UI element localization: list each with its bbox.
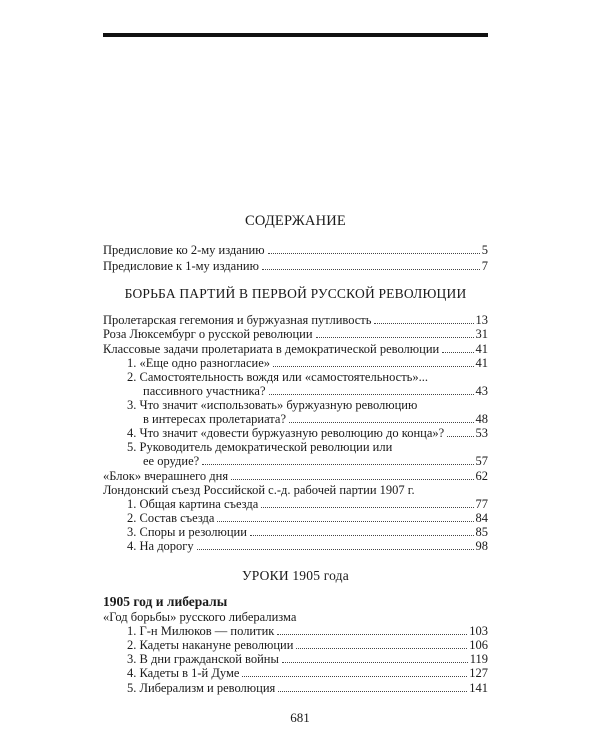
leader-dots	[261, 507, 473, 508]
toc-entry-page: 43	[475, 384, 488, 398]
toc-entry-page: 57	[475, 454, 488, 468]
toc-entry-page: 77	[475, 497, 488, 511]
leader-dots	[250, 535, 474, 536]
toc-entry[interactable]	[103, 356, 488, 370]
section-title: УРОКИ 1905 года	[242, 568, 349, 583]
toc-entry-text: Классовые задачи пролетариата в демократической революции	[103, 342, 440, 356]
toc-entry[interactable]	[103, 426, 488, 440]
toc-entry-text: 1. Г-н Милюков — политик	[127, 624, 275, 638]
toc-entry[interactable]	[103, 638, 488, 652]
leader-dots	[316, 337, 474, 338]
toc-entry-text: Лондонский съезд Российской с.-д. рабочей партии 1907 г.	[103, 483, 415, 497]
leader-dots	[278, 691, 467, 692]
leader-dots	[273, 366, 474, 367]
page-title: СОДЕРЖАНИЕ	[245, 213, 346, 229]
toc-entry-text: 4. Что значит «довести буржуазную революцию до конца»?	[127, 426, 445, 440]
toc-entry-text: 3. Споры и резолюции	[127, 525, 247, 539]
leader-dots	[374, 323, 473, 324]
subsection-heading: 1905 год и либералы	[103, 594, 228, 609]
toc-entry-page: 103	[469, 624, 488, 638]
toc-entry-text: 3. Что значит «использовать» буржуазную революцию	[127, 398, 418, 412]
toc-entry-text: Предисловие ко 2-му изданию	[103, 243, 265, 257]
toc-entry-page: 141	[469, 681, 488, 695]
leader-dots	[277, 634, 467, 635]
leader-dots	[289, 422, 474, 423]
leader-dots	[447, 436, 473, 437]
leader-dots	[268, 253, 480, 254]
leader-dots	[197, 549, 474, 550]
toc-entry-text: пассивного участника?	[143, 384, 266, 398]
toc-entry-text: 2. Состав съезда	[127, 511, 215, 525]
toc-entry-continued[interactable]	[103, 384, 488, 398]
toc-entry-text: «Год борьбы» русского либерализма	[103, 610, 297, 624]
toc-entry-page: 85	[475, 525, 488, 539]
toc-entry-text: в интересах пролетариата?	[143, 412, 286, 426]
toc-entry-page: 41	[475, 356, 488, 370]
toc-entry-page: 5	[481, 243, 488, 257]
section-title: БОРЬБА ПАРТИЙ В ПЕРВОЙ РУССКОЙ РЕВОЛЮЦИИ	[124, 286, 467, 301]
toc-entry[interactable]	[103, 370, 488, 384]
toc-entry[interactable]	[103, 483, 488, 497]
toc-entry[interactable]	[103, 259, 488, 273]
toc-entry[interactable]	[103, 327, 488, 341]
toc-entry-text: Роза Люксембург о русской революции	[103, 327, 313, 341]
toc-entry-text: 1. «Еще одно разногласие»	[127, 356, 270, 370]
toc-entry-page: 119	[469, 652, 488, 666]
toc-entry-page: 7	[481, 259, 488, 273]
toc-entry[interactable]	[103, 652, 488, 666]
toc-entry[interactable]	[103, 610, 488, 624]
toc-entry-page: 53	[475, 426, 488, 440]
toc-entry-text: ее орудие?	[143, 454, 200, 468]
toc-entry-page: 48	[475, 412, 488, 426]
toc-entry-page: 127	[469, 666, 488, 680]
toc-entry-page: 13	[475, 313, 488, 327]
toc-entry[interactable]	[103, 497, 488, 511]
leader-dots	[202, 464, 473, 465]
toc-entry[interactable]	[103, 681, 488, 695]
toc-entry-text: 5. Руководитель демократической революции или	[127, 440, 393, 454]
toc-entry[interactable]	[103, 525, 488, 539]
leader-dots	[262, 269, 480, 270]
toc-entry-page: 84	[475, 511, 488, 525]
toc-entry[interactable]	[103, 398, 488, 412]
leader-dots	[442, 352, 473, 353]
toc-entry[interactable]	[103, 440, 488, 454]
leader-dots	[269, 394, 474, 395]
toc-entry-page: 41	[475, 342, 488, 356]
leader-dots	[242, 676, 467, 677]
toc-entry-page: 62	[475, 469, 488, 483]
toc-entry-text: 4. Кадеты в 1-й Думе	[127, 666, 240, 680]
toc-entry-text: 2. Кадеты накануне революции	[127, 638, 294, 652]
toc-entry-text: 5. Либерализм и революция	[127, 681, 276, 695]
toc-entry-text: «Блок» вчерашнего дня	[103, 469, 229, 483]
toc-entry[interactable]	[103, 313, 488, 327]
toc-entry-text: Предисловие к 1-му изданию	[103, 259, 259, 273]
toc-entry[interactable]	[103, 666, 488, 680]
toc-entry-continued[interactable]	[103, 454, 488, 468]
leader-dots	[296, 648, 467, 649]
page-number: 681	[290, 710, 310, 725]
toc-entry-page: 31	[475, 327, 488, 341]
leader-dots	[231, 479, 473, 480]
toc-entry-text: 2. Самостоятельность вождя или «самостоятельность»...	[127, 370, 428, 384]
toc-entry-page: 98	[475, 539, 488, 553]
toc-entry-continued[interactable]	[103, 412, 488, 426]
toc-entry-text: 3. В дни гражданской войны	[127, 652, 279, 666]
leader-dots	[282, 662, 468, 663]
leader-dots	[217, 521, 473, 522]
toc-entry[interactable]	[103, 624, 488, 638]
toc-entry-text: 4. На дорогу	[127, 539, 194, 553]
toc-entry-text: Пролетарская гегемония и буржуазная путливость	[103, 313, 372, 327]
toc-entry[interactable]	[103, 511, 488, 525]
toc-entry[interactable]	[103, 342, 488, 356]
toc-entry[interactable]	[103, 539, 488, 553]
toc-entry[interactable]	[103, 243, 488, 257]
toc-entry-page: 106	[469, 638, 488, 652]
toc-entry-text: 1. Общая картина съезда	[127, 497, 259, 511]
top-rule	[103, 33, 488, 37]
toc-entry[interactable]	[103, 469, 488, 483]
